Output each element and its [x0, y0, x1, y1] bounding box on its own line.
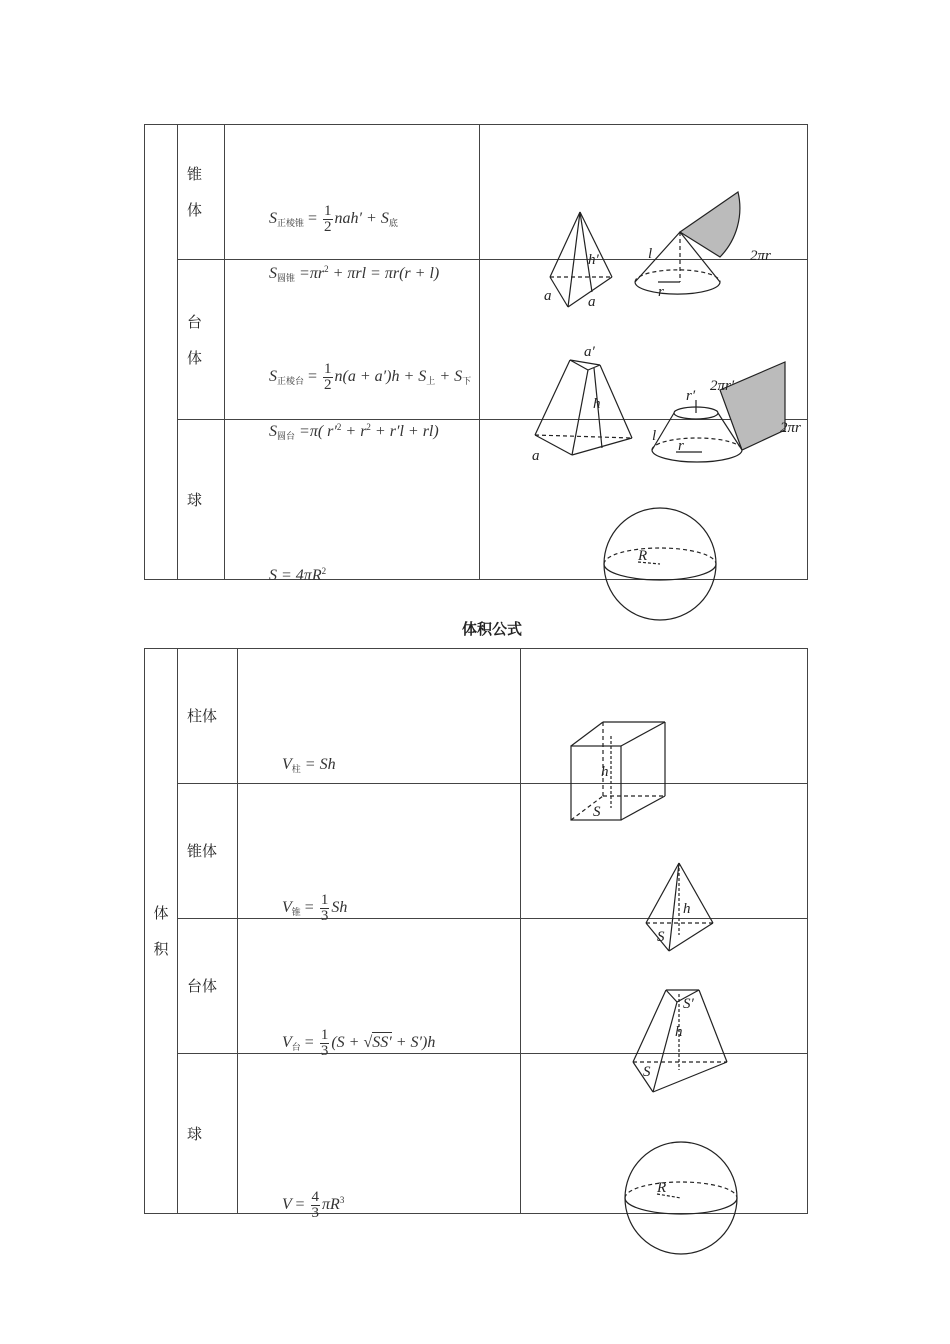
prism-figure: [521, 716, 808, 851]
label-S: S: [657, 929, 665, 945]
pyramid-cone-figure: [480, 192, 808, 327]
label-r-prime: r′: [686, 387, 696, 404]
group-char: 体: [153, 904, 169, 922]
formula-cell-frustum-volume: [238, 919, 521, 1059]
frustum-figure: [480, 340, 808, 500]
label-S: S: [593, 804, 601, 820]
label-r: r: [678, 437, 684, 454]
formula-cell-sphere: [225, 420, 480, 584]
label-a-prime: a′: [584, 343, 595, 360]
label-r: r: [658, 284, 664, 300]
label-l: l: [652, 427, 657, 444]
category-char: 锥: [187, 165, 203, 183]
category-cell-sphere: [178, 420, 225, 580]
label-a: a: [532, 447, 540, 464]
label-R: R: [638, 547, 648, 564]
label-S-prime: S′: [683, 996, 694, 1012]
label-h-prime: h′: [588, 252, 599, 268]
category-cone: 锥体: [178, 784, 238, 919]
volume-table: [144, 648, 808, 1221]
category-frustum: 台体: [178, 919, 238, 1054]
formula-cell-prism: [238, 649, 521, 784]
category-char: 体: [187, 201, 203, 219]
label-R: R: [657, 1179, 667, 1196]
frustum-volume-figure: [521, 986, 808, 1121]
formula-frustum-cone-surface: $S_{圆台} =\pi$( $r'^2 + r^2 + r'l + rl$): [269, 421, 439, 442]
label-a: a: [544, 288, 552, 304]
label-h: h: [675, 1024, 683, 1040]
category-char: 台: [187, 312, 203, 331]
figure-cell-prism: [521, 649, 808, 820]
volume-group-cell: [145, 649, 178, 1214]
formula-cone-volume: $V_锥$ = $\frac{1}{3}$ Sh: [282, 892, 348, 924]
label-h: h: [683, 901, 691, 917]
label-a: a: [588, 294, 596, 310]
category-char: 体: [187, 348, 203, 367]
category-cell-cone: [178, 125, 225, 260]
category-cell-frustum: [178, 260, 225, 420]
label-S: S: [643, 1064, 651, 1080]
category-sphere: 球: [178, 1054, 238, 1214]
formula-cone-surface: $S_{圆锥} =\pi r^2 + \pi rl = \pi r(r + l)$: [269, 264, 440, 284]
formula-frustum-volume: $V_台$ = $\frac{1}{3}$ (S + √SS′ + S′)h: [282, 1027, 436, 1059]
formula-cell-sphere-volume: [238, 1054, 521, 1221]
sphere-volume-figure: [521, 1134, 808, 1294]
group-char: 积: [153, 940, 169, 958]
formula-cell-cone: [225, 125, 480, 284]
formula-sphere-surface: $S = 4\pi R^2$: [269, 565, 327, 584]
formula-cell-cone-volume: [238, 784, 521, 924]
formula-pyramid-surface: $S_{正棱锥}$ = $\frac{1}{2}$ $nah' + S_底$: [269, 203, 398, 235]
label-2pi-r-prime: 2πr′: [710, 377, 735, 394]
formula-frustum-pyramid-surface: $S_{正棱台}$ = $\frac{1}{2}$ $n(a + a')h + S_上 + S_下$: [269, 360, 472, 393]
tetrahedron-figure: [521, 851, 808, 986]
label-h: h: [601, 764, 609, 780]
group-cell: [145, 125, 178, 580]
formula-prism-volume: $V_柱 = Sh$: [282, 756, 336, 775]
category-char: 球: [187, 490, 203, 509]
label-l: l: [648, 246, 653, 262]
formula-sphere-volume: V = $\frac{4}{3}$ $\pi R^3$: [282, 1188, 345, 1221]
category-prism: 柱体: [178, 649, 238, 784]
surface-area-table: [144, 124, 808, 584]
label-2pi-r: 2πr: [780, 419, 801, 436]
volume-formula-title: 体积公式: [461, 620, 522, 638]
figure-cell-cone: [480, 125, 808, 310]
label-2pi-r: 2πr: [750, 248, 771, 264]
label-h: h: [593, 395, 601, 412]
